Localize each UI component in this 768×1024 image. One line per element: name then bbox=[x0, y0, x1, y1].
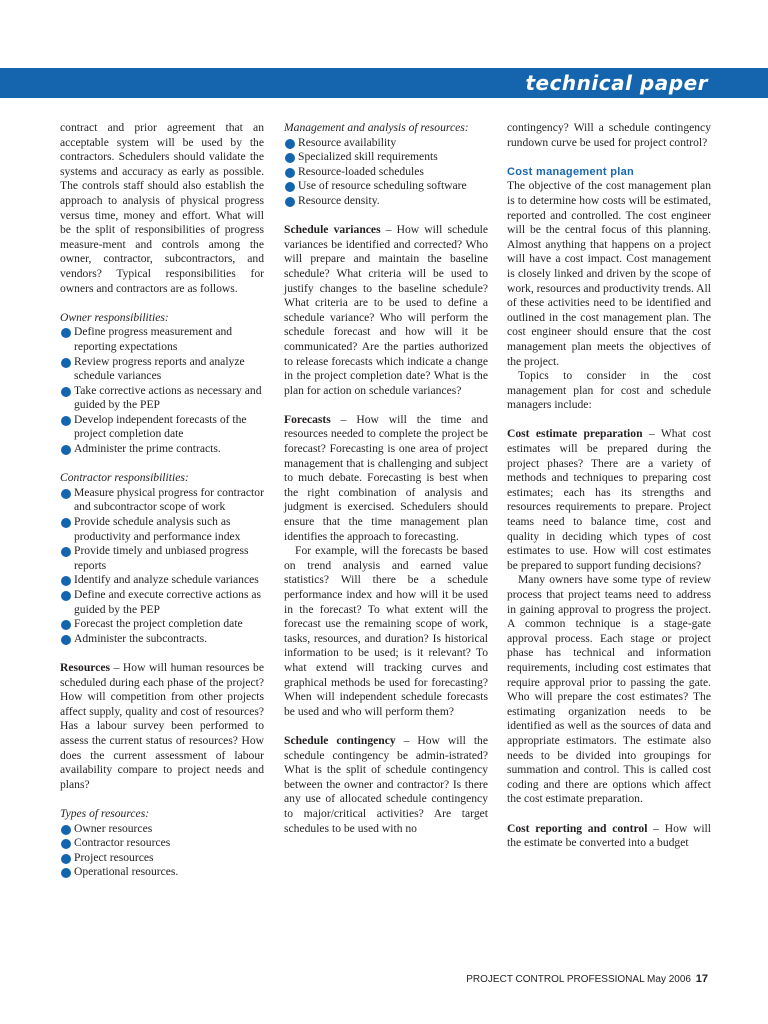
list-item: Provide schedule analysis such as productivity and performance index bbox=[60, 515, 264, 544]
list-item: Contractor resources bbox=[60, 836, 264, 851]
page-footer bbox=[466, 973, 708, 985]
list-item: Administer the subcontracts. bbox=[60, 632, 264, 647]
list-item: Resource availability bbox=[284, 136, 488, 151]
section-title: technical paper bbox=[525, 71, 708, 95]
list-item: Resource-loaded schedules bbox=[284, 165, 488, 180]
list-item: Operational resources. bbox=[60, 865, 264, 880]
list-item: Develop independent forecasts of the project completion date bbox=[60, 413, 264, 442]
list-item: Review progress reports and analyze schedule variances bbox=[60, 355, 264, 384]
list-item: Provide timely and unbiased progress reports bbox=[60, 544, 264, 573]
paragraph: contract and prior agreement that an acceptable system will be used by the contractors. Schedulers should validate the systems and accuracy as early as possible. The controls staff should also establish the approach to analysis of physical progress versus time, money and effort. What will be the split of responsibilities of progress measure-ment and controls among the owner, contractor, subcontractors, and vendors? Typical responsibilities for owners and contractors are as follows. bbox=[60, 121, 264, 295]
management-list bbox=[284, 136, 488, 209]
paragraph bbox=[284, 734, 488, 836]
paragraph-text: – How will the time and resources needed to complete the project be forecast? Forecasting is one area of project management that is challenging and subject to much debate. Forecasting is best when the right combination of analysis and judgment is exercised. Schedulers should ensure that the time management plan identifies the approach to forecasting. bbox=[284, 412, 488, 543]
paragraph: Topics to consider in the cost management plan for cost and schedule managers include: bbox=[507, 369, 711, 412]
header-banner bbox=[0, 68, 768, 98]
list-item: Identify and analyze schedule variances bbox=[60, 573, 264, 588]
list-heading: Types of resources: bbox=[60, 806, 150, 820]
column-1 bbox=[60, 121, 264, 880]
list-item: Define progress measurement and reporting expectations bbox=[60, 325, 264, 354]
page-number: 17 bbox=[695, 973, 708, 985]
paragraph-text: – How will human resources be scheduled during each phase of the project? How will competition from other projects affect supply, quality and cost of resources? Has a labour survey been performed to assess the current status of resources? How does the current assessment of labour availability compare to project needs and plans? bbox=[60, 660, 264, 791]
list-item: Use of resource scheduling software bbox=[284, 179, 488, 194]
paragraph bbox=[507, 822, 711, 851]
run-in-heading: Cost reporting and control bbox=[507, 821, 648, 835]
list-item: Owner resources bbox=[60, 822, 264, 837]
run-in-heading: Forecasts bbox=[284, 412, 331, 426]
column-2 bbox=[284, 121, 488, 836]
list-item: Forecast the project completion date bbox=[60, 617, 264, 632]
paragraph bbox=[60, 661, 264, 792]
paragraph bbox=[284, 413, 488, 544]
resource-types-list bbox=[60, 822, 264, 880]
list-item: Measure physical progress for contractor and subcontractor scope of work bbox=[60, 486, 264, 515]
paragraph: Many owners have some type of review process that project teams need to address in gaining approval to progress the project. A common technique is a stage-gate approval process. Each stage or project phase has technical and information requirements, including cost estimates that require approval prior to passing the gate. Who will prepare the cost estimates? The estimating organization needs to be identified as well as the sources of data and appropriate estimators. The estimate also needs to be divided into groupings for summation and control. This is called cost coding and there are options which affect the cost estimate preparation. bbox=[507, 573, 711, 806]
list-heading: Owner responsibilities: bbox=[60, 310, 169, 324]
list-item: Specialized skill requirements bbox=[284, 150, 488, 165]
contractor-list bbox=[60, 486, 264, 647]
list-item: Take corrective actions as necessary and guided by the PEP bbox=[60, 384, 264, 413]
list-item: Project resources bbox=[60, 851, 264, 866]
column-3 bbox=[507, 121, 711, 851]
paragraph: For example, will the forecasts be based on trend analysis and earned value statistics? Will there be a schedule performance index and how will it be used in the forecast? To what extent will the forecast use the remaining scope of work, tasks, resources, and duration? Is historical information to be used; is it relevant? To what extend will tracking curves and graphical methods be used for forecasting? When will independent schedule forecasts be used and who will perform them? bbox=[284, 544, 488, 718]
run-in-heading: Resources bbox=[60, 660, 111, 674]
list-heading: Management and analysis of resources: bbox=[284, 121, 469, 134]
publication-name: PROJECT CONTROL PROFESSIONAL bbox=[466, 974, 645, 985]
paragraph-text: – What cost estimates will be prepared during the project phases? There are a variety of methods and techniques to preparing cost estimates; each has its strengths and resources requirements to prepare. Project teams need to balance time, cost and quality in deciding which types of cost estimates to use. How will cost estimates be prepared to support funding decisions? bbox=[507, 427, 711, 572]
run-in-heading: Schedule contingency bbox=[284, 733, 396, 747]
list-item: Resource density. bbox=[284, 194, 488, 209]
paragraph-text: – How will schedule variances be identified and corrected? Who will prepare and maintain the baseline schedule? What criteria will be used to justify changes to the baseline schedule? What criteria are to be used to define a schedule variance? Who will perform the schedule forecast and how will it be communicated? Are the parties authorized to release forecasts which indicate a change in the project completion date? What is the plan for action on schedule variances? bbox=[284, 223, 489, 397]
paragraph-text: – How will the schedule contingency be admin-istrated? What is the split of schedule contingency between the owner and contractor? Is there any use of allocated schedule contingency to major/critical activities? Are target schedules to be used with no bbox=[284, 733, 488, 835]
paragraph bbox=[507, 427, 711, 573]
paragraph: contingency? Will a schedule contingency rundown curve be used for project control? bbox=[507, 121, 711, 149]
paragraph bbox=[284, 223, 488, 398]
paragraph-text: – How will the estimate be converted into a budget bbox=[507, 821, 712, 850]
owner-list bbox=[60, 325, 264, 456]
list-item: Define and execute corrective actions as guided by the PEP bbox=[60, 588, 264, 617]
paragraph: The objective of the cost management plan is to determine how costs will be estimated, reported and controlled. The cost engineer will be the central focus of this planning. Almost anything that happens on a project will have a cost impact. Cost management is closely linked and driven by the scope of work, resources and productivity trends. All of these activities need to be identified and outlined in the cost management plan. The cost engineer should ensure that the cost management plan meets the objectives of the project. bbox=[507, 179, 711, 368]
list-heading: Contractor responsibilities: bbox=[60, 471, 189, 485]
issue-date: May 2006 bbox=[647, 974, 691, 985]
subheading: Cost management plan bbox=[507, 165, 635, 178]
run-in-heading: Schedule variances bbox=[284, 223, 381, 237]
list-item: Administer the prime contracts. bbox=[60, 442, 264, 457]
run-in-heading: Cost estimate preparation bbox=[507, 427, 643, 441]
